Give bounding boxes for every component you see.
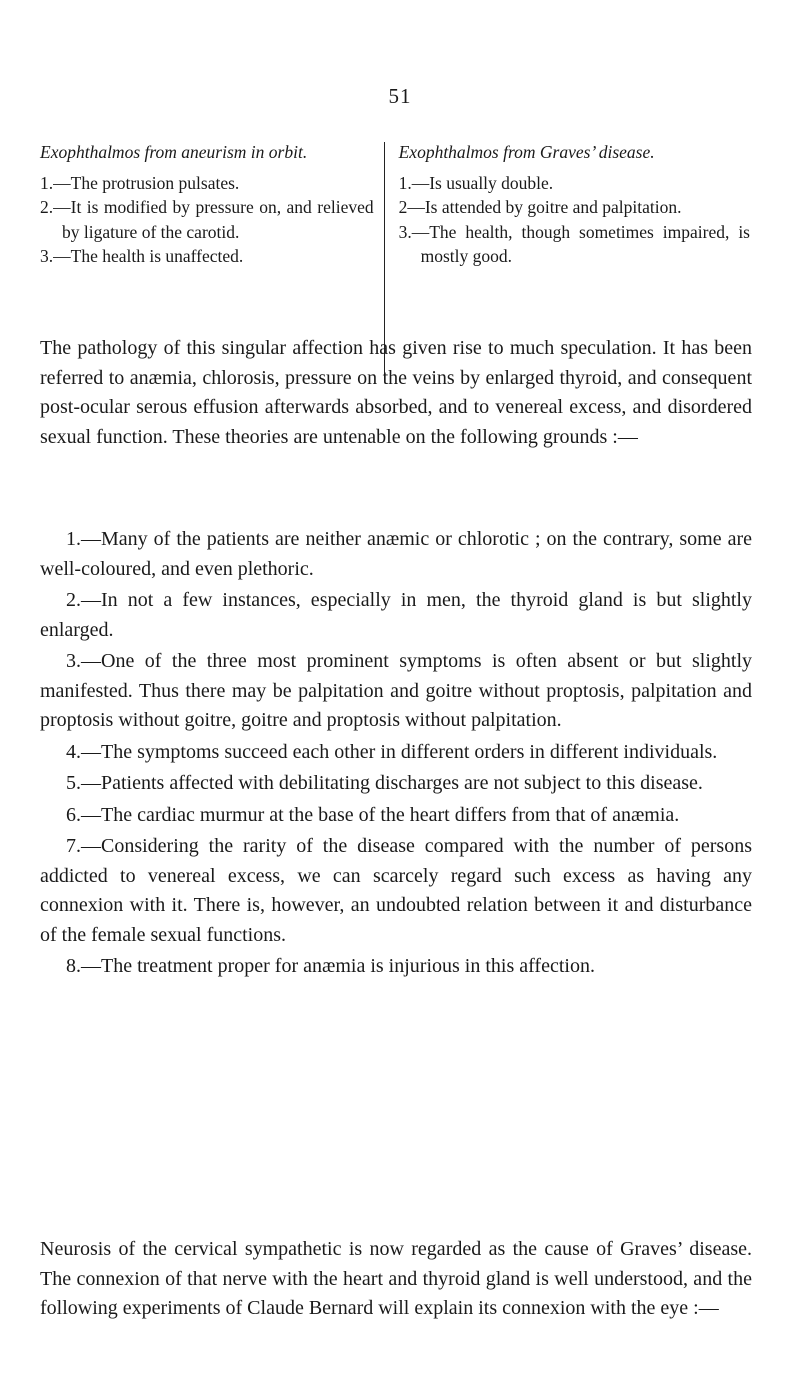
column-heading-aneurism: Exophthalmos from aneurism in orbit. [40,142,308,162]
list-item: 2.—It is modified by pressure on, and relieved by ligature of the carotid. [40,197,374,242]
list-item: 1.—Is usually double. [398,172,554,193]
page-number: 51 [388,84,412,108]
neurosis-paragraph: Neurosis of the cervical sympathetic is now regarded as the cause of Graves’ disease. The connexion of that nerve with the heart and thyroid gland is well understood, and the following experiments of Claude Bernard will explain its connexion with the eye :— [40,1238,752,1319]
list-item: 3.—One of the three most prominent symptoms is often absent or but slightly manifested. Thus there may be palpitation and goitre without proptosis, palpitation and proptosis without goitre, goitre and proptosis without palpitation. [40,650,752,731]
list-item: 1.—Many of the patients are neither anæmic or chlorotic ; on the contrary, some are well-coloured, and even plethoric. [40,528,752,580]
list-item: 2—Is attended by goitre and palpitation. [398,197,682,217]
aneurism-signs-list [40,171,374,269]
list-item: 3.—The health, though sometimes impaired, is mostly good. [398,221,750,266]
grounds-list [40,525,752,984]
list-item: 8.—The treatment proper for anæmia is injurious in this affection. [66,955,595,977]
list-item: 2.—In not a few instances, especially in men, the thyroid gland is but slightly enlarged. [40,589,752,641]
list-item: 5.—Patients affected with debilitating discharges are not subject to this disease. [66,772,703,794]
list-item: 4.—The symptoms succeed each other in different orders in different individuals. [66,740,718,763]
column-heading-graves: Exophthalmos from Graves’ disease. [398,142,655,162]
graves-signs-list [399,171,750,269]
list-item: 1.—The protrusion pulsates. [40,172,240,193]
pathology-paragraph: The pathology of this singular affection has given rise to much speculation. It has been referred to anæmia, chlorosis, pressure on the veins by enlarged thyroid, and consequent post-ocular serous effusion afterwards absorbed, and to venereal excess, and disordered sexual function. These theories are untenable on the following grounds :— [40,337,752,448]
list-item: 3.—The health is unaffected. [40,246,244,266]
list-item: 6.—The cardiac murmur at the base of the heart differs from that of anæmia. [66,803,680,826]
list-item: 7.—Considering the rarity of the disease compared with the number of persons addicted to venereal excess, we can scarcely regard such excess as having any connexion with it. There is, however, an undoubted relation between it and disturbance of the female sexual functions. [40,835,752,946]
